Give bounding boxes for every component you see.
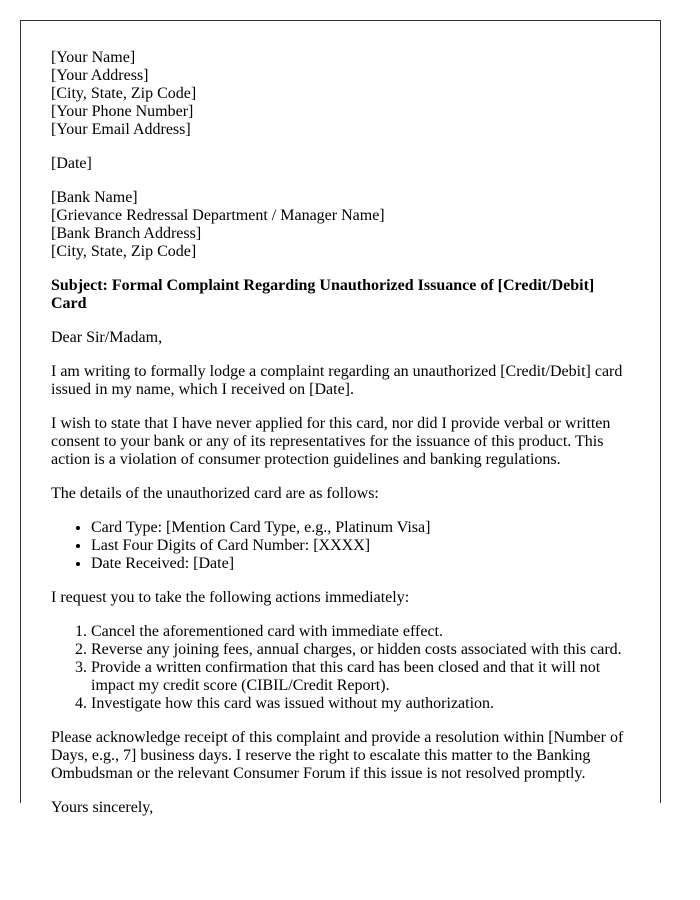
- action-item: 4. Investigate how this card was issued without my authorization.: [91, 695, 630, 713]
- recipient-address-block: [51, 189, 630, 261]
- sign-off: Yours sincerely,: [51, 799, 154, 816]
- sender-phone: [Your Phone Number]: [51, 103, 194, 120]
- statement-paragraph: I wish to state that I have never applied for this card, nor did I provide verbal or written consent to your bank or any of its representatives for the issuance of this product. This action is a violation of consumer protection guidelines and banking regulations.: [51, 415, 611, 468]
- salutation: Dear Sir/Madam,: [51, 329, 163, 346]
- letter-date: [Date]: [51, 155, 92, 172]
- sender-name: [Your Name]: [51, 49, 136, 66]
- intro-paragraph: I am writing to formally lodge a complaint regarding an unauthorized [Credit/Debit] card issued in my name, which I received on [Date].: [51, 363, 623, 398]
- requested-actions-list: [51, 623, 630, 713]
- recipient-city-state-zip: [City, State, Zip Code]: [51, 243, 197, 260]
- sender-address: [Your Address]: [51, 67, 149, 84]
- sender-address-block: [51, 49, 630, 139]
- card-detail-item: • Card Type: [Mention Card Type, e.g., Platinum Visa]: [91, 519, 630, 537]
- details-intro-paragraph: The details of the unauthorized card are as follows:: [51, 485, 379, 502]
- sender-city-state-zip: [City, State, Zip Code]: [51, 85, 197, 102]
- recipient-branch-address: [Bank Branch Address]: [51, 225, 202, 242]
- closing-paragraph: Please acknowledge receipt of this complaint and provide a resolution within [Number of Days, e.g., 7] business days. I reserve the right to escalate this matter to the Banking Ombudsman or the relevant Consumer Forum if this issue is not resolved promptly.: [51, 729, 624, 782]
- actions-intro-paragraph: I request you to take the following actions immediately:: [51, 589, 410, 606]
- action-item: 2. Reverse any joining fees, annual charges, or hidden costs associated with this card.: [91, 641, 630, 659]
- recipient-bank-name: [Bank Name]: [51, 189, 138, 206]
- letter-document: [20, 20, 661, 816]
- card-details-list: [51, 519, 630, 573]
- action-item: 3. Provide a written confirmation that this card has been closed and that it will not impact my credit score (CIBIL/Credit Report).: [91, 659, 630, 695]
- card-detail-item: • Date Received: [Date]: [91, 555, 630, 573]
- action-item: 1. Cancel the aforementioned card with immediate effect.: [91, 623, 630, 641]
- recipient-department: [Grievance Redressal Department / Manager Name]: [51, 207, 385, 224]
- card-detail-item: • Last Four Digits of Card Number: [XXXX]: [91, 537, 630, 555]
- subject-line: Subject: Formal Complaint Regarding Unauthorized Issuance of [Credit/Debit] Card: [51, 277, 595, 312]
- sender-email: [Your Email Address]: [51, 121, 191, 138]
